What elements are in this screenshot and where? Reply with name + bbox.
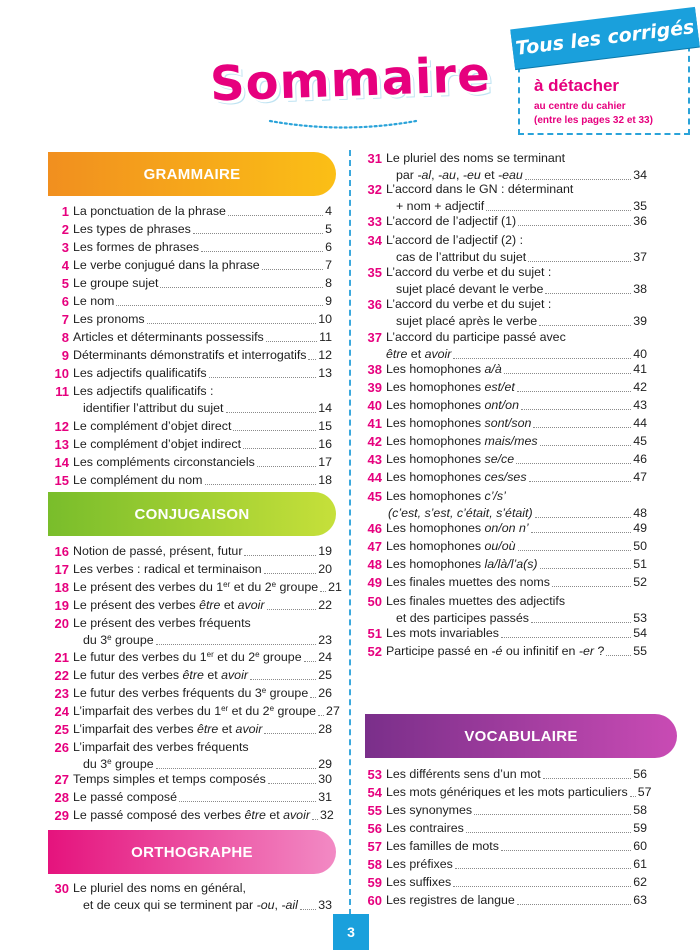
toc-entry-19[interactable]: 19 Le présent des verbes être et avoir 22 (54, 598, 332, 613)
toc-entry-28[interactable]: 28 Le passé composé 31 (54, 790, 332, 805)
answers-location: au centre du cahier (534, 101, 626, 112)
toc-entry-36[interactable]: 36 L’accord du verbe et du sujet : sujet placé après le verbe 39 (367, 297, 647, 328)
toc-entry-2[interactable]: 2 Les types de phrases 5 (61, 222, 332, 237)
toc-entry-29[interactable]: 29 Le passé composé des verbes être et avoir 32 (54, 808, 334, 823)
toc-entry-22[interactable]: 22 Le futur des verbes être et avoir 25 (54, 668, 332, 683)
toc-entry-14[interactable]: 14 Les compléments circonstanciels 17 (54, 455, 332, 470)
toc-entry-17[interactable]: 17 Les verbes : radical et terminaison 20 (54, 562, 332, 577)
toc-entry-52[interactable]: 52 Participe passé en -é ou infinitif en -er ? 55 (367, 644, 647, 659)
toc-entry-21[interactable]: 21 Le futur des verbes du 1er et du 2e groupe 24 (54, 650, 332, 665)
toc-entry-42[interactable]: 42 Les homophones mais/mes 45 (367, 434, 647, 449)
toc-entry-60[interactable]: 60 Les registres de langue 63 (367, 893, 647, 908)
title-underline-dots (268, 118, 418, 132)
toc-entry-10[interactable]: 10 Les adjectifs qualificatifs 13 (54, 366, 332, 381)
toc-entry-47[interactable]: 47 Les homophones ou/où 50 (367, 539, 647, 554)
toc-entry-50[interactable]: 50 Les finales muettes des adjectifs et des participes passés 53 (367, 594, 647, 625)
toc-entry-3[interactable]: 3 Les formes de phrases 6 (61, 240, 332, 255)
toc-entry-55[interactable]: 55 Les synonymes 58 (367, 803, 647, 818)
toc-entry-24[interactable]: 24 L’imparfait des verbes du 1er et du 2e groupe 27 (54, 704, 340, 719)
section-header-vocabulaire: VOCABULAIRE (365, 714, 677, 758)
toc-entry-6[interactable]: 6 Le nom 9 (61, 294, 332, 309)
toc-entry-23[interactable]: 23 Le futur des verbes fréquents du 3e groupe 26 (54, 686, 333, 701)
toc-entry-27[interactable]: 27 Temps simples et temps composés 30 (54, 772, 332, 787)
toc-entry-16[interactable]: 16 Notion de passé, présent, futur 19 (54, 544, 332, 559)
toc-entry-48[interactable]: 48 Les homophones la/là/l’a(s) 51 (367, 557, 647, 572)
toc-entry-31[interactable]: 31 Le pluriel des noms se terminant par -al, -au, -eu et -eau 34 (367, 151, 647, 182)
toc-entry-30[interactable]: 30 Le pluriel des noms en général, et de ceux qui se terminent par -ou, -ail 33 (54, 881, 332, 912)
toc-entry-56[interactable]: 56 Les contraires 59 (367, 821, 647, 836)
toc-entry-37[interactable]: 37 L’accord du participe passé avec être et avoir 40 (367, 330, 647, 361)
toc-entry-11[interactable]: 11 Les adjectifs qualificatifs : identifier l’attribut du sujet 14 (55, 384, 332, 415)
page-title: Sommaire (209, 46, 492, 113)
toc-entry-26[interactable]: 26 L’imparfait des verbes fréquents du 3e groupe 29 (54, 740, 332, 771)
toc-entry-1[interactable]: 1 La ponctuation de la phrase 4 (61, 204, 332, 219)
toc-entry-54[interactable]: 54 Les mots génériques et les mots particuliers 57 (367, 785, 652, 800)
toc-entry-43[interactable]: 43 Les homophones se/ce 46 (367, 452, 647, 467)
toc-entry-51[interactable]: 51 Les mots invariables 54 (367, 626, 647, 641)
toc-entry-33[interactable]: 33 L’accord de l’adjectif (1) 36 (367, 214, 647, 229)
answers-pages: (entre les pages 32 et 33) (534, 115, 653, 126)
toc-entry-57[interactable]: 57 Les familles de mots 60 (367, 839, 647, 854)
toc-entry-5[interactable]: 5 Le groupe sujet 8 (61, 276, 332, 291)
toc-entry-8[interactable]: 8 Articles et déterminants possessifs 11 (61, 330, 332, 345)
toc-entry-4[interactable]: 4 Le verbe conjugué dans la phrase 7 (61, 258, 332, 273)
column-separator (349, 150, 351, 925)
answers-detach-label: à détacher (534, 76, 620, 95)
section-header-grammaire: GRAMMAIRE (48, 152, 336, 196)
section-header-orthographe: ORTHOGRAPHE (48, 830, 336, 874)
toc-entry-35[interactable]: 35 L’accord du verbe et du sujet : sujet placé devant le verbe 38 (367, 265, 647, 296)
page-number: 3 (333, 914, 369, 950)
toc-entry-18[interactable]: 18 Le présent des verbes du 1er et du 2e groupe 21 (54, 580, 342, 595)
toc-entry-12[interactable]: 12 Le complément d’objet direct 15 (54, 419, 332, 434)
toc-entry-46[interactable]: 46 Les homophones on/on n’ 49 (367, 521, 647, 536)
toc-entry-45[interactable]: 45 Les homophones c’/s’ (c’est, s’est, c’était, s’était) 48 (367, 489, 647, 520)
toc-entry-40[interactable]: 40 Les homophones ont/on 43 (367, 398, 647, 413)
toc-entry-38[interactable]: 38 Les homophones a/à 41 (367, 362, 647, 377)
toc-entry-9[interactable]: 9 Déterminants démonstratifs et interrogatifs 12 (61, 348, 332, 363)
toc-entry-39[interactable]: 39 Les homophones est/et 42 (367, 380, 647, 395)
page-title-block (209, 46, 492, 132)
toc-entry-58[interactable]: 58 Les préfixes 61 (367, 857, 647, 872)
answers-banner: Tous les corrigés (510, 7, 699, 69)
toc-entry-20[interactable]: 20 Le présent des verbes fréquents du 3e groupe 23 (54, 616, 332, 647)
toc-entry-49[interactable]: 49 Les finales muettes des noms 52 (367, 575, 647, 590)
toc-entry-32[interactable]: 32 L’accord dans le GN : déterminant + nom + adjectif 35 (367, 182, 647, 213)
toc-entry-7[interactable]: 7 Les pronoms 10 (61, 312, 332, 327)
toc-entry-59[interactable]: 59 Les suffixes 62 (367, 875, 647, 890)
toc-entry-53[interactable]: 53 Les différents sens d’un mot 56 (367, 767, 647, 782)
toc-entry-41[interactable]: 41 Les homophones sont/son 44 (367, 416, 647, 431)
toc-entry-25[interactable]: 25 L’imparfait des verbes être et avoir 28 (54, 722, 332, 737)
toc-entry-13[interactable]: 13 Le complément d’objet indirect 16 (54, 437, 332, 452)
toc-entry-34[interactable]: 34 L’accord de l’adjectif (2) : cas de l’attribut du sujet 37 (367, 233, 647, 264)
section-header-conjugaison: CONJUGAISON (48, 492, 336, 536)
toc-entry-15[interactable]: 15 Le complément du nom 18 (54, 473, 332, 488)
toc-entry-44[interactable]: 44 Les homophones ces/ses 47 (367, 470, 647, 485)
